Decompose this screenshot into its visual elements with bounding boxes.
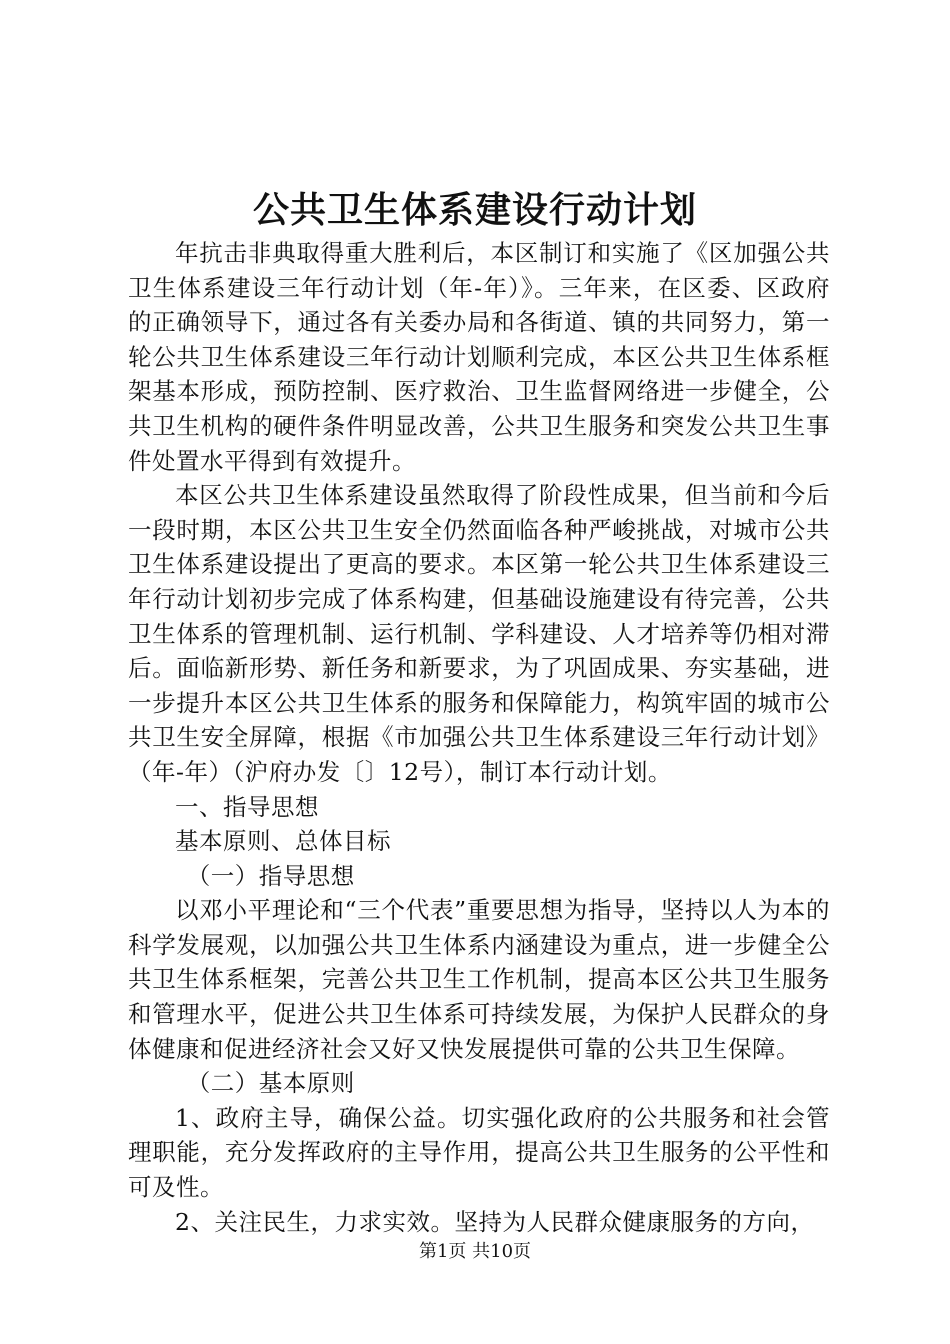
page-footer: 第1页 共10页	[418, 1241, 532, 1262]
paragraph-principle-1: 1、政府主导，确保公益。切实强化政府的公共服务和社会管理职能，充分发挥政府的主导作用，提高公共卫生服务的公平性和可及性。	[128, 1103, 830, 1202]
subsection-heading-guiding-ideology: （一）指导思想	[186, 861, 355, 890]
subsection-heading-basic-principles: （二）基本原则	[186, 1069, 355, 1098]
document-body	[128, 236, 830, 1239]
paragraph-intro: 年抗击非典取得重大胜利后，本区制订和实施了《区加强公共卫生体系建设三年行动计划（年-年）》。三年来，在区委、区政府的正确领导下，通过各有关委办局和各街道、镇的共同努力，第一轮公共卫生体系建设三年行动计划顺利完成，本区公共卫生体系框架基本形成，预防控制、医疗救治、卫生监督网络进一步健全，公共卫生机构的硬件条件明显改善，公共卫生服务和突发公共卫生事件处置水平得到有效提升。	[128, 239, 830, 475]
paragraph-guiding-ideology: 以邓小平理论和“三个代表”重要思想为指导，坚持以人为本的科学发展观，以加强公共卫生体系内涵建设为重点，进一步健全公共卫生体系框架，完善公共卫生工作机制，提高本区公共卫生服务和管理水平，促进公共卫生体系可持续发展，为保护人民群众的身体健康和促进经济社会又好又快发展提供可靠的公共卫生保障。	[128, 896, 830, 1063]
document-title: 公共卫生体系建设行动计划	[252, 189, 697, 231]
section-heading-principles-goals: 基本原则、总体目标	[175, 827, 391, 856]
paragraph-principle-2: 2、关注民生，力求实效。坚持为人民群众健康服务的方向，	[175, 1207, 815, 1236]
section-heading-guiding-ideology: 一、指导思想	[175, 792, 319, 821]
paragraph-challenges: 本区公共卫生体系建设虽然取得了阶段性成果，但当前和今后一段时期，本区公共卫生安全仍然面临各种严峻挑战，对城市公共卫生体系建设提出了更高的要求。本区第一轮公共卫生体系建设三年行动计划初步完成了体系构建，但基础设施建设有待完善，公共卫生体系的管理机制、运行机制、学科建设、人才培养等仍相对滞后。面临新形势、新任务和新要求，为了巩固成果、夯实基础，进一步提升本区公共卫生体系的服务和保障能力，构筑牢固的城市公共卫生安全屏障，根据《市加强公共卫生体系建设三年行动计划》（年-年）（沪府办发〔〕12号），制订本行动计划。	[128, 481, 830, 786]
